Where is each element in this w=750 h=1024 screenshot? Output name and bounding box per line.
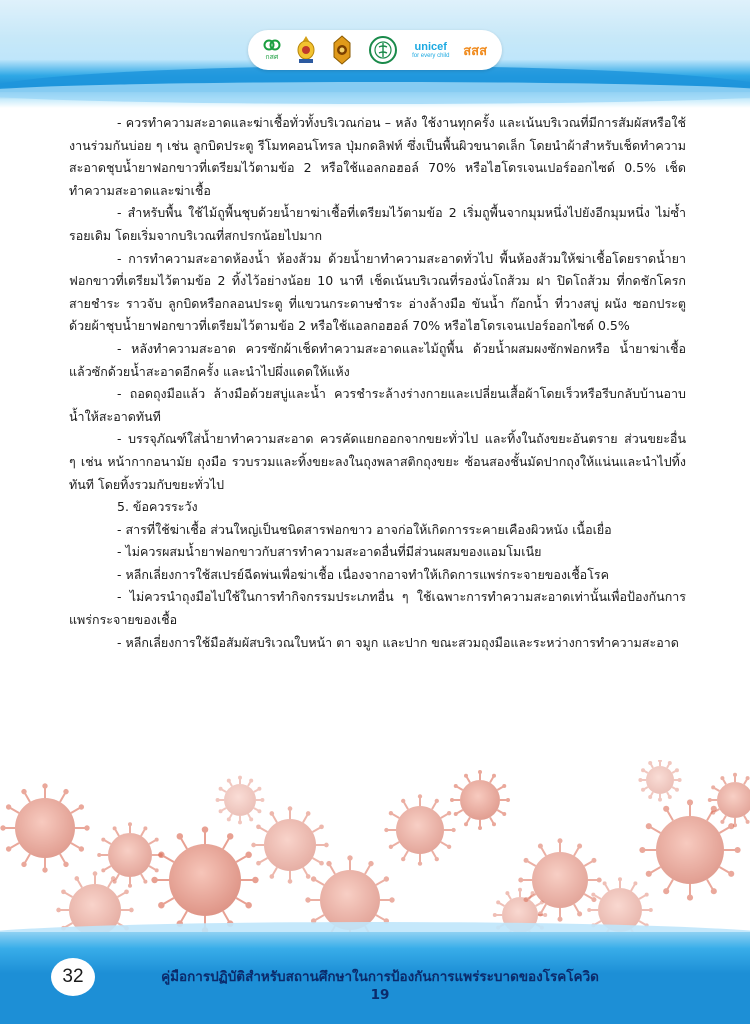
virus-particle bbox=[251, 806, 328, 883]
virus-particle bbox=[708, 773, 750, 827]
ministry-seal-logo bbox=[330, 35, 354, 65]
header-wave-light bbox=[0, 82, 750, 104]
unicef-logo bbox=[412, 42, 449, 59]
page-number: 32 bbox=[51, 958, 95, 996]
caution-item: - หลีกเลี่ยงการใช้สเปรย์ฉีดพ่นเพื่อฆ่าเชื้อ เนื่องจากอาจทำให้เกิดการแพร่กระจายของเชื้อโรค bbox=[117, 566, 609, 582]
virus-particle bbox=[151, 826, 258, 933]
paragraph: - ถอดถุงมือแล้ว ล้างมือด้วยสบู่และน้ำ ควรชำระล้างร่างกายและเปลี่ยนเสื้อผ้าโดยเร็วหรือรีบกลับบ้านอาบน้ำให้สะอาดทันที bbox=[69, 386, 686, 424]
unicef-tagline: for every child bbox=[412, 52, 450, 59]
caution-item: - ไม่ควรนำถุงมือไปใช้ในการทำกิจกรรมประเภทอื่น ๆ ใช้เฉพาะการทำความสะอาดเท่านั้นเพื่อป้องกันการแพร่กระจายของเชื้อ bbox=[69, 589, 686, 628]
paragraph: - หลังทำความสะอาด ควรซักผ้าเช็ดทำความสะอาดและไม้ถูพื้น ด้วยน้ำผสมผงซักฟอกหรือ น้ำยาฆ่าเชื้อ แล้วซักด้วยน้ำสะอาดอีกครั้ง และนำไปผึ่งแดดให้แห้ง bbox=[69, 340, 686, 379]
caution-item: - หลีกเลี่ยงการใช้มือสัมผัสบริเวณใบหน้า ตา จมูก และปาก ขณะสวมถุงมือและระหว่างการทำความสะอาด bbox=[117, 634, 679, 650]
virus-particle bbox=[216, 776, 265, 825]
caution-item: - สารที่ใช้ฆ่าเชื้อ ส่วนใหญ่เป็นชนิดสารฟอกขาว อาจก่อให้เกิดการระคายเคืองผิวหนัง เนื้อเยื่อ bbox=[117, 521, 612, 537]
virus-particle bbox=[450, 770, 510, 830]
paragraph: - บรรจุภัณฑ์ใส่น้ำยาทำความสะอาด ควรคัดแยกออกจากขยะทั่วไป และทิ้งในถังขยะอันตราย ส่วนขยะอื่น ๆ เช่น หน้ากากอนามัย ถุงมือ รวบรวมและทิ้งขยะลงในถุงพลาสติกถุงขยะ ซ้อนสองชั้นมัดปากถุงให้แน่นและนำไปทิ้งทันที โดยทิ้งรวมกับขยะทั่วไป bbox=[69, 431, 686, 492]
section-heading: 5. ข้อควรระวัง bbox=[117, 499, 198, 515]
virus-decoration bbox=[0, 760, 750, 940]
kss-logo bbox=[263, 38, 281, 63]
virus-illustration bbox=[0, 760, 750, 940]
kss-logo-text: กสศ bbox=[265, 53, 279, 61]
kss-leaf-icon bbox=[263, 38, 281, 52]
paragraph: - ควรทำความสะอาดและฆ่าเชื้อทั่วทั้งบริเวณก่อน – หลัง ใช้งานทุกครั้ง และเน้นบริเวณที่มีการสัมผัสหรือใช้งานร่วมกันบ่อย ๆ เช่น ลูกบิดประตู รีโมทคอนโทรล ปุ่มกดลิฟท์ ซึ่งเป็นพื้นผิวขนาดเล็ก โดยนำผ้าสำหรับเช็ดทำความสะอาดชุบน้ำยาฟอกขาวที่เตรียมไว้ตามข้อ 2 หรือใช้แอลกอฮอล์ 70% หรือไฮโดรเจนเปอร์ออกไซด์ 0.5% เช็ดทำความสะอาดและฆ่าเชื้อ bbox=[69, 115, 686, 198]
thaihealth-logo: สสส bbox=[463, 43, 488, 59]
health-ministry-logo bbox=[368, 35, 398, 65]
virus-particle bbox=[638, 760, 681, 802]
virus-particle bbox=[0, 783, 89, 872]
unicef-logo-text: unicef bbox=[414, 40, 447, 53]
caution-item: - ไม่ควรผสมน้ำยาฟอกขาวกับสารทำความสะอาดอื่นที่มีส่วนผสมของแอมโมเนีย bbox=[117, 544, 542, 560]
royal-emblem-logo bbox=[295, 35, 317, 65]
virus-particle bbox=[384, 794, 456, 866]
paragraph: - การทำความสะอาดห้องน้ำ ห้องส้วม ด้วยน้ำยาทำความสะอาดทั่วไป พื้นห้องส้วมให้ฆ่าเชื้อโดยราดน้ำยาฟอกขาวที่เตรียมไว้ตามข้อ 2 ทิ้งไว้อย่างน้อย 10 นาที เช็ดเน้นบริเวณที่รองนั่งโถส้วม ฝา ปิดโถส้วม ที่กดชักโครก สายชำระ ราวจับ ลูกบิดหรือกลอนประตู ที่แขวนกระดาษชำระ อ่างล้างมือ ขันน้ำ ก๊อกน้ำ ที่วางสบู่ ผนัง ซอกประตู ด้วยผ้าชุบน้ำยาฟอกขาวที่เตรียมไว้ตามข้อ 2 หรือใช้แอลกอฮอล์ 70% หรือไฮโดรเจนเปอร์ออกไซด์ 0.5% bbox=[69, 250, 686, 334]
footer-title: คู่มือการปฏิบัติสำหรับสถานศึกษาในการป้องกันการแพร่ระบาดของโรคโควิด 19 bbox=[161, 969, 599, 1003]
page-content bbox=[69, 112, 686, 654]
paragraph: - สำหรับพื้น ใช้ไม้ถูพื้นชุบด้วยน้ำยาฆ่าเชื้อที่เตรียมไว้ตามข้อ 2 เริ่มถูพื้นจากมุมหนึ่งไปยังอีกมุมหนึ่ง ไม่ซ้ำรอยเดิม โดยเริ่มจากบริเวณที่สกปรกน้อยไปมาก bbox=[69, 205, 686, 243]
logo-bar bbox=[248, 30, 502, 70]
